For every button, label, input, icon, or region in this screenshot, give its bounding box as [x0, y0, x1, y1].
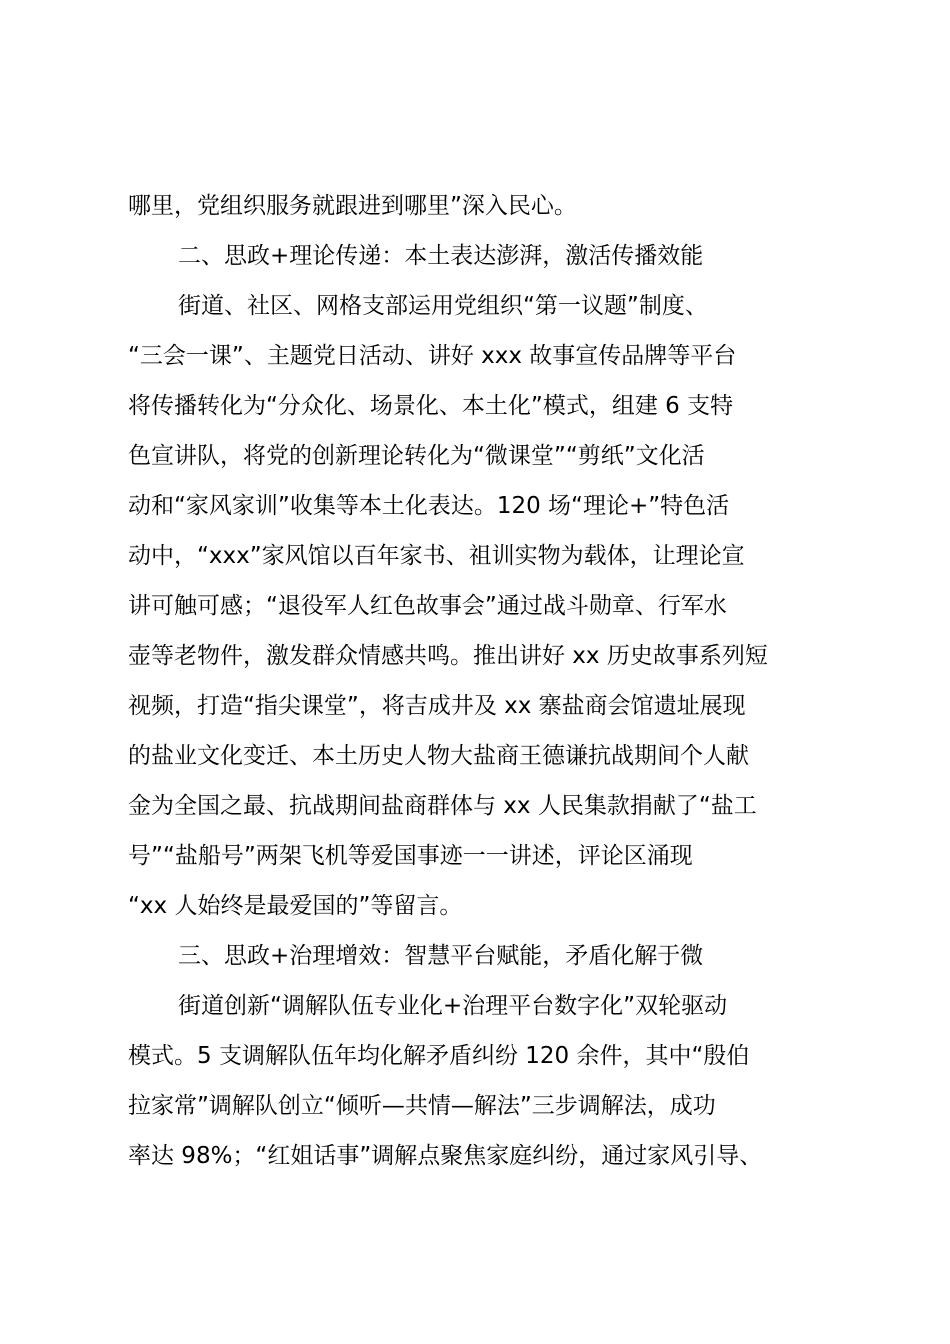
paragraph-line: 拉家常”调解队创立“倾听—共情—解法”三步调解法，成功 [128, 1093, 716, 1119]
paragraph-line: 号”“盐船号”两架飞机等爱国事迹一一讲述，评论区涌现 [128, 843, 693, 869]
paragraph-line: 模式。5 支调解队伍年均化解矛盾纠纷 120 余件，其中“殷伯 [128, 1043, 750, 1069]
paragraph-line: 街道创新“调解队伍专业化+治理平台数字化”双轮驱动 [178, 993, 728, 1019]
paragraph-line: 视频，打造“指尖课堂”，将吉成井及 xx 寨盐商会馆遗址展现 [128, 693, 746, 719]
paragraph-line: 讲可触可感；“退役军人红色故事会”通过战斗勋章、行军水 [128, 593, 727, 619]
paragraph-line: 哪里，党组织服务就跟进到哪里”深入民心。 [128, 193, 577, 219]
paragraph-line: 动中，“xxx”家风馆以百年家书、祖训实物为载体，让理论宣 [128, 543, 745, 569]
paragraph-line: 街道、社区、网格支部运用党组织“第一议题”制度、 [178, 293, 708, 319]
paragraph-line: “xx 人始终是最爱国的”等留言。 [128, 893, 463, 919]
paragraph-line: 色宣讲队，将党的创新理论转化为“微课堂”“剪纸”文化活 [128, 443, 705, 469]
paragraph-line: 壶等老物件，激发群众情感共鸣。推出讲好 xx 历史故事系列短 [128, 643, 768, 669]
paragraph-line: “三会一课”、主题党日活动、讲好 xxx 故事宣传品牌等平台 [128, 343, 737, 369]
paragraph-line: 率达 98%；“红姐话事”调解点聚焦家庭纠纷，通过家风引导、 [128, 1143, 763, 1169]
paragraph-line: 将传播转化为“分众化、场景化、本土化”模式，组建 6 支特 [128, 393, 734, 419]
paragraph-line: 的盐业文化变迁、本土历史人物大盐商王德谦抗战期间个人献 [128, 743, 749, 769]
paragraph-line: 动和“家风家训”收集等本土化表达。120 场“理论+”特色活 [128, 493, 730, 519]
section-heading-3: 三、思政+治理增效：智慧平台赋能，矛盾化解于微 [178, 943, 704, 969]
paragraph-line: 金为全国之最、抗战期间盐商群体与 xx 人民集款捐献了“盐工 [128, 793, 757, 819]
section-heading-2: 二、思政+理论传递：本土表达澎湃，激活传播效能 [178, 243, 704, 269]
